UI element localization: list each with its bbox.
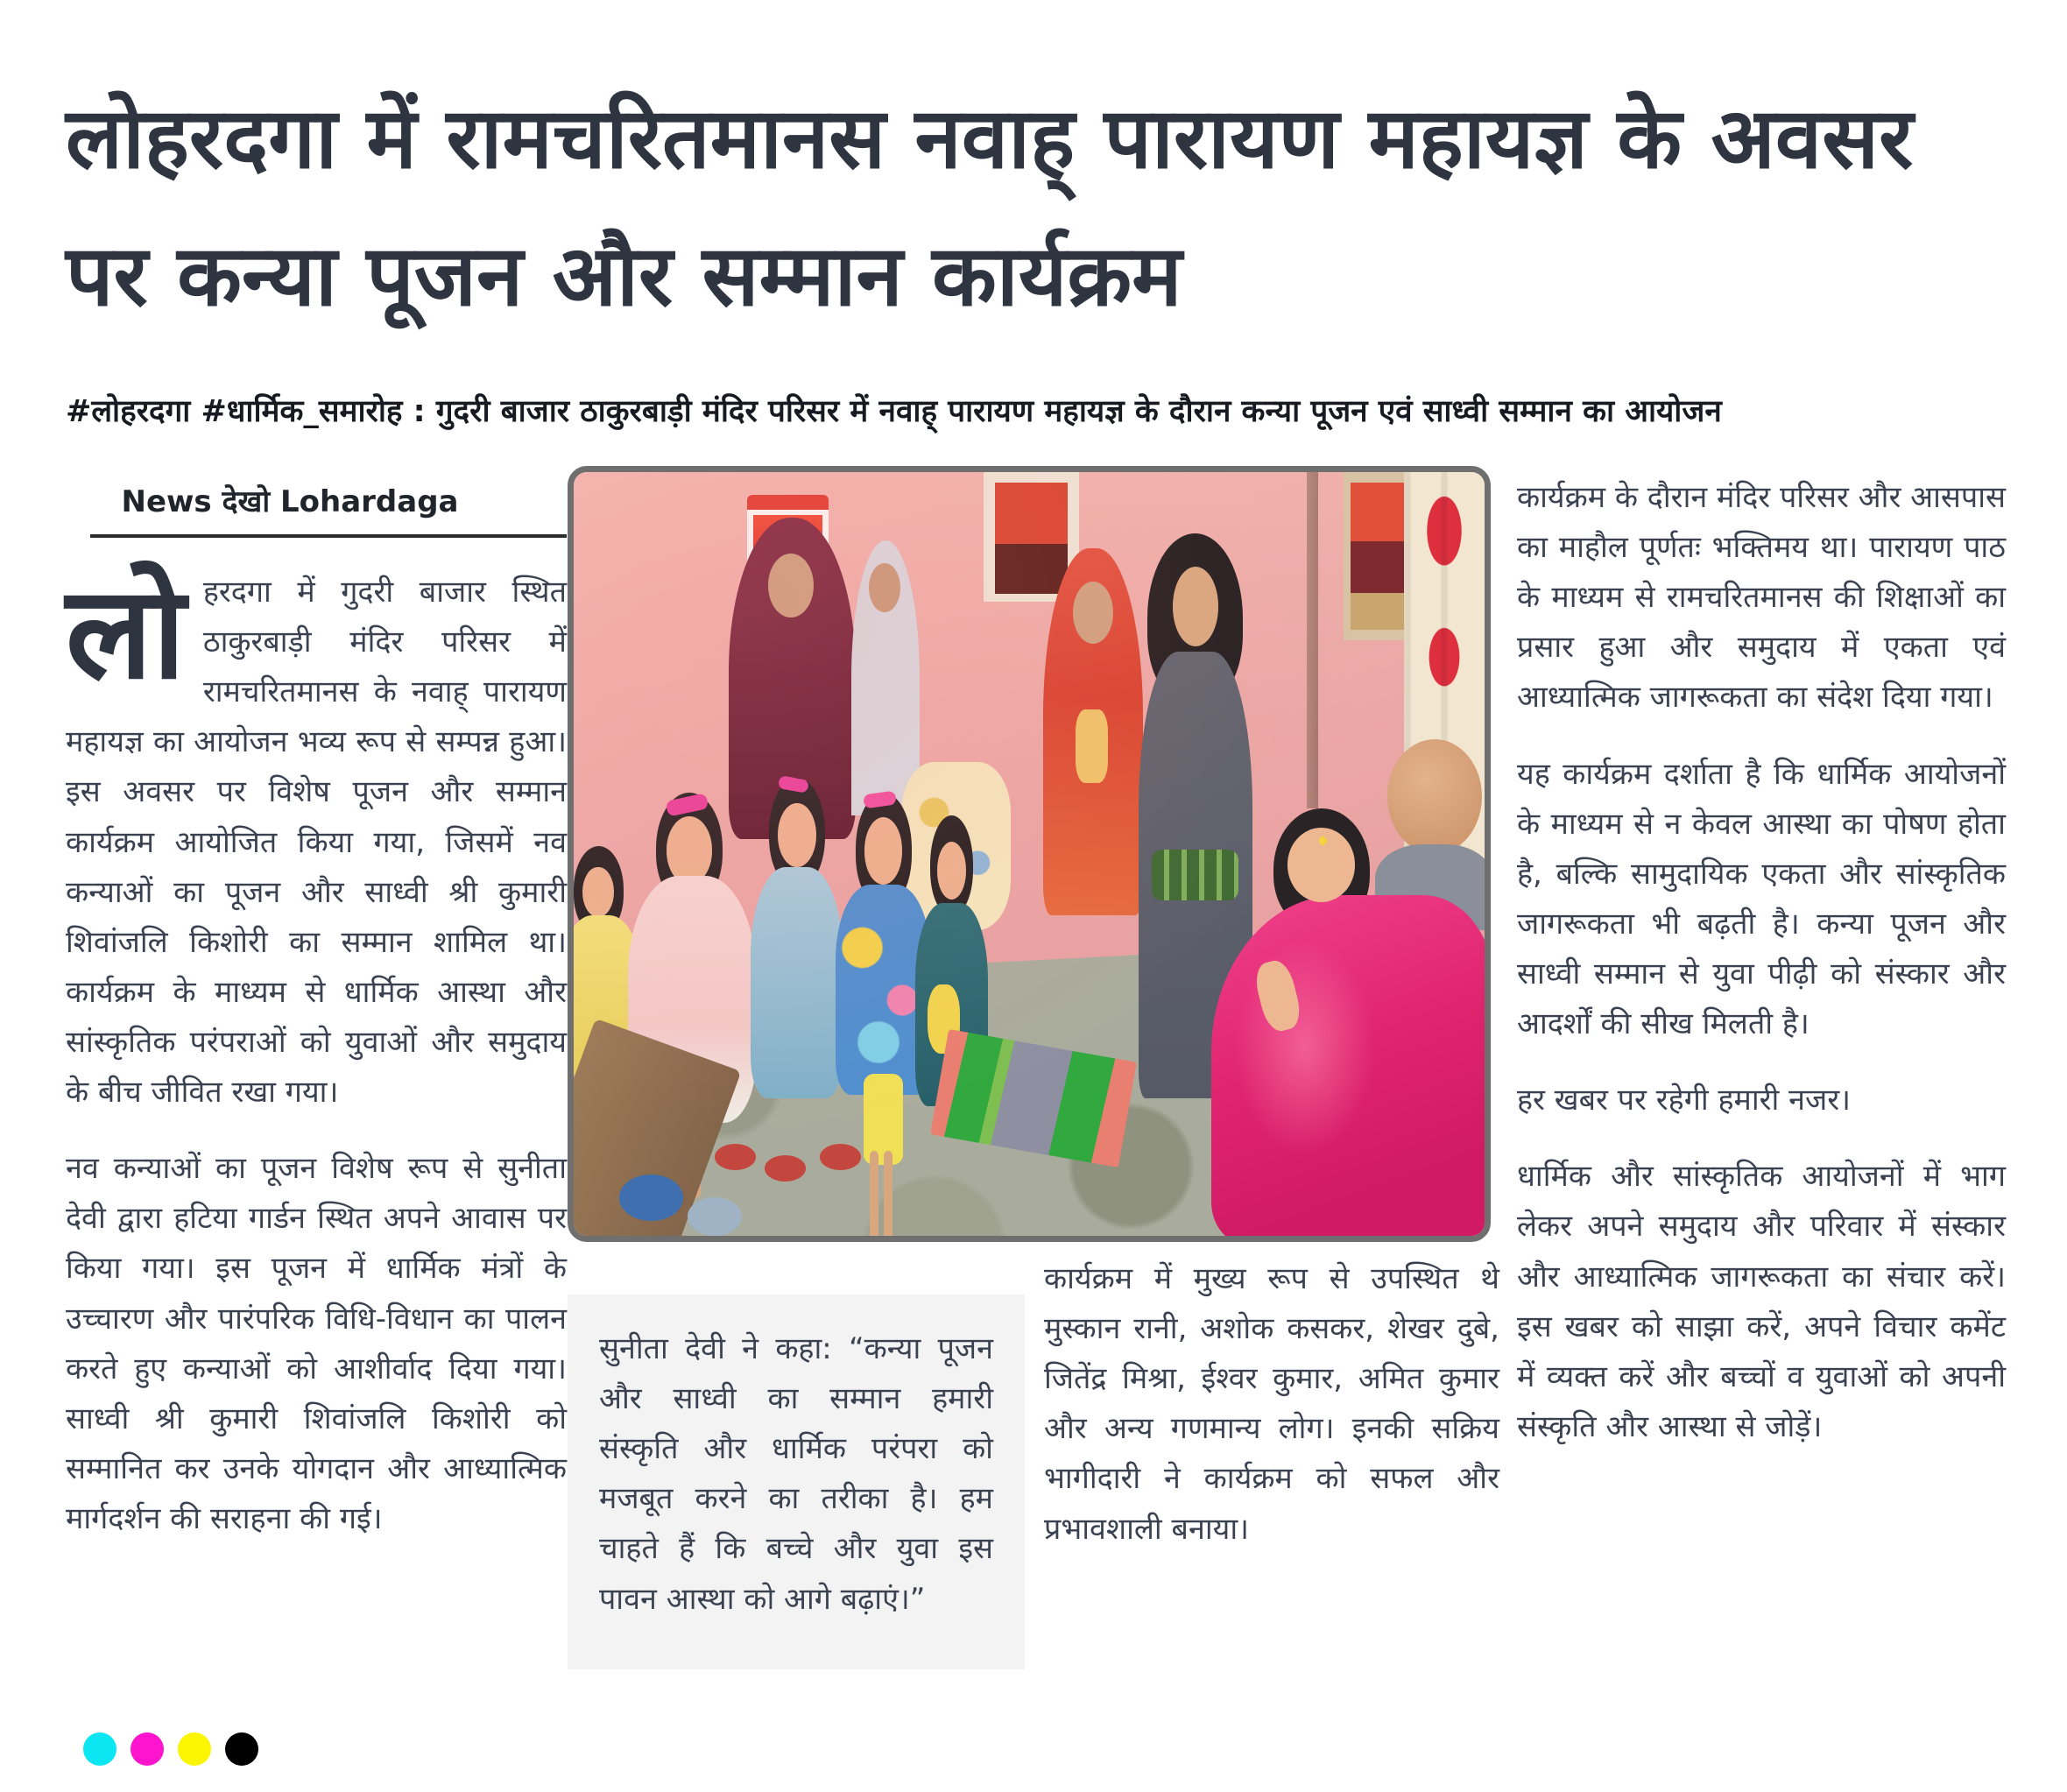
kicker-byline: News देखो Lohardaga bbox=[121, 484, 459, 519]
paragraph: कार्यक्रम में मुख्य रूप से उपस्थित थे मुस्कान रानी, अशोक कसकर, शेखर दुबे, जितेंद्र मिश्रा, ईश्वर कुमार, अमित कुमार और अन्य गणमान्य लोग। इनकी सक्रिय भागीदारी ने कार्यक्रम को सफल और प्रभावशाली बनाया। bbox=[1044, 1261, 1499, 1547]
slippers bbox=[619, 1175, 683, 1220]
paragraph: हर खबर पर रहेगी हमारी नजर। bbox=[1517, 1083, 1852, 1118]
painted-feet bbox=[820, 1144, 861, 1170]
leg bbox=[870, 1151, 878, 1242]
calendar-band bbox=[747, 495, 829, 510]
face bbox=[778, 803, 815, 867]
quote-box bbox=[568, 1295, 1025, 1669]
painted-feet bbox=[715, 1144, 756, 1170]
standing-woman-orange-sari bbox=[1043, 548, 1143, 915]
slippers bbox=[688, 1197, 742, 1236]
face bbox=[869, 563, 900, 613]
cyan-dot bbox=[83, 1732, 116, 1766]
door-frame bbox=[1307, 472, 1317, 808]
subheadline: #लोहरदगा #धार्मिक_समारोह : गुदरी बाजार ठाकुरबाड़ी मंदिर परिसर में नवाह् पारायण महायज्ञ के दौरान कन्या पूजन एवं साध्वी सम्मान का आयोजन bbox=[66, 394, 1722, 429]
paragraph: नव कन्याओं का पूजन विशेष रूप से सुनीता देवी द्वारा हटिया गार्डन स्थित अपने आवास पर किया गया। इस पूजन में धार्मिक मंत्रों के उच्चारण और पारंपरिक विधि-विधान का पालन करते हुए कन्याओं को आशीर्वाद दिया गया। साध्वी श्री कुमारी शिवांजलि किशोरी को सम्मानित कर उनके योगदान और आध्यात्मिक मार्गदर्शन की सराहना की गई। bbox=[66, 1151, 567, 1536]
face bbox=[582, 867, 613, 918]
drop-cap: लो bbox=[66, 559, 186, 708]
headline: लोहरदगा में रामचरितमानस नवाह् पारायण महायज्ञ के अवसर पर कन्या पूजन और सम्मान कार्यक्रम bbox=[66, 89, 1914, 326]
face bbox=[667, 816, 712, 884]
paragraph: कार्यक्रम के दौरान मंदिर परिसर और आसपास का माहौल पूर्णतः भक्तिमय था। पारायण पाठ के माध्यम से रामचरितमानस की शिक्षाओं का प्रसार हुआ और समुदाय में एकता एवं आध्यात्मिक जागरूकता का संदेश दिया गया। bbox=[1517, 480, 2007, 716]
column-right bbox=[1517, 473, 2006, 1452]
quote-text: सुनीता देवी ने कहा: “कन्या पूजन और साध्वी का सम्मान हमारी संस्कृति और धार्मिक परंपरा को मजबूत करने का तरीका है। हम चाहते हैं कि बच्चे और युवा इस पावन आस्था को आगे बढ़ाएं।” bbox=[599, 1331, 993, 1617]
yellow-pants bbox=[864, 1074, 904, 1165]
event-photo bbox=[568, 466, 1491, 1242]
painted-feet bbox=[765, 1155, 806, 1182]
paragraph: यह कार्यक्रम दर्शाता है कि धार्मिक आयोजनों के माध्यम से न केवल आस्था का पोषण होता है, बल्कि सामुदायिक एकता और सांस्कृतिक जागरूकता भी बढ़ती है। कन्या पूजन और साध्वी सम्मान से युवा पीढ़ी को संस्कार और आदर्शों की सीख मिलती है। bbox=[1517, 756, 2006, 1042]
magenta-dot bbox=[131, 1732, 164, 1766]
seated-woman-pink-dress bbox=[1211, 808, 1491, 1242]
face bbox=[1073, 582, 1113, 644]
paragraph-text: हरदगा में गुदरी बाजार स्थित ठाकुरबाड़ी मंदिर परिसर में रामचरितमानस के नवाह् पारायण महायज्ञ का आयोजन भव्य रूप से सम्पन्न हुआ। इस अवसर पर विशेष पूजन और सम्मान कार्यक्रम आयोजित किया गया, जिसमें नव कन्याओं का पूजन और साध्वी श्री कुमारी शिवांजलि किशोरी का सम्मान शामिल था। कार्यक्रम के माध्यम से धार्मिक आस्था और सांस्कृतिक परंपराओं को युवाओं और समुदाय के बीच जीवित रखा गया। bbox=[66, 575, 567, 1111]
face bbox=[864, 817, 902, 884]
face bbox=[1173, 567, 1218, 646]
kicker-rule bbox=[90, 534, 567, 538]
face bbox=[768, 554, 814, 617]
cmyk-print-marks bbox=[83, 1732, 272, 1769]
yellow-dot bbox=[178, 1732, 211, 1766]
column-left bbox=[66, 480, 567, 1544]
paragraph bbox=[66, 559, 567, 1118]
column-middle bbox=[1044, 1254, 1499, 1555]
dress-sheen bbox=[1234, 939, 1375, 1157]
seated-girl-blue-dress bbox=[747, 778, 847, 1098]
black-dot bbox=[225, 1732, 258, 1766]
paragraph: धार्मिक और सांस्कृतिक आयोजनों में भाग लेकर अपने समुदाय और परिवार में संस्कार और आध्यात्मिक जागरूकता का संचार करें। इस खबर को साझा करें, अपने विचार कमेंट में व्यक्त करें और बच्चों व युवाओं को अपनी संस्कृति और आस्था से जोड़ें। bbox=[1517, 1159, 2006, 1444]
bindi bbox=[1319, 836, 1328, 845]
dress bbox=[751, 867, 843, 1098]
sari-patch bbox=[1076, 709, 1108, 783]
standing-woman-grey bbox=[851, 540, 920, 815]
leg bbox=[884, 1151, 892, 1242]
